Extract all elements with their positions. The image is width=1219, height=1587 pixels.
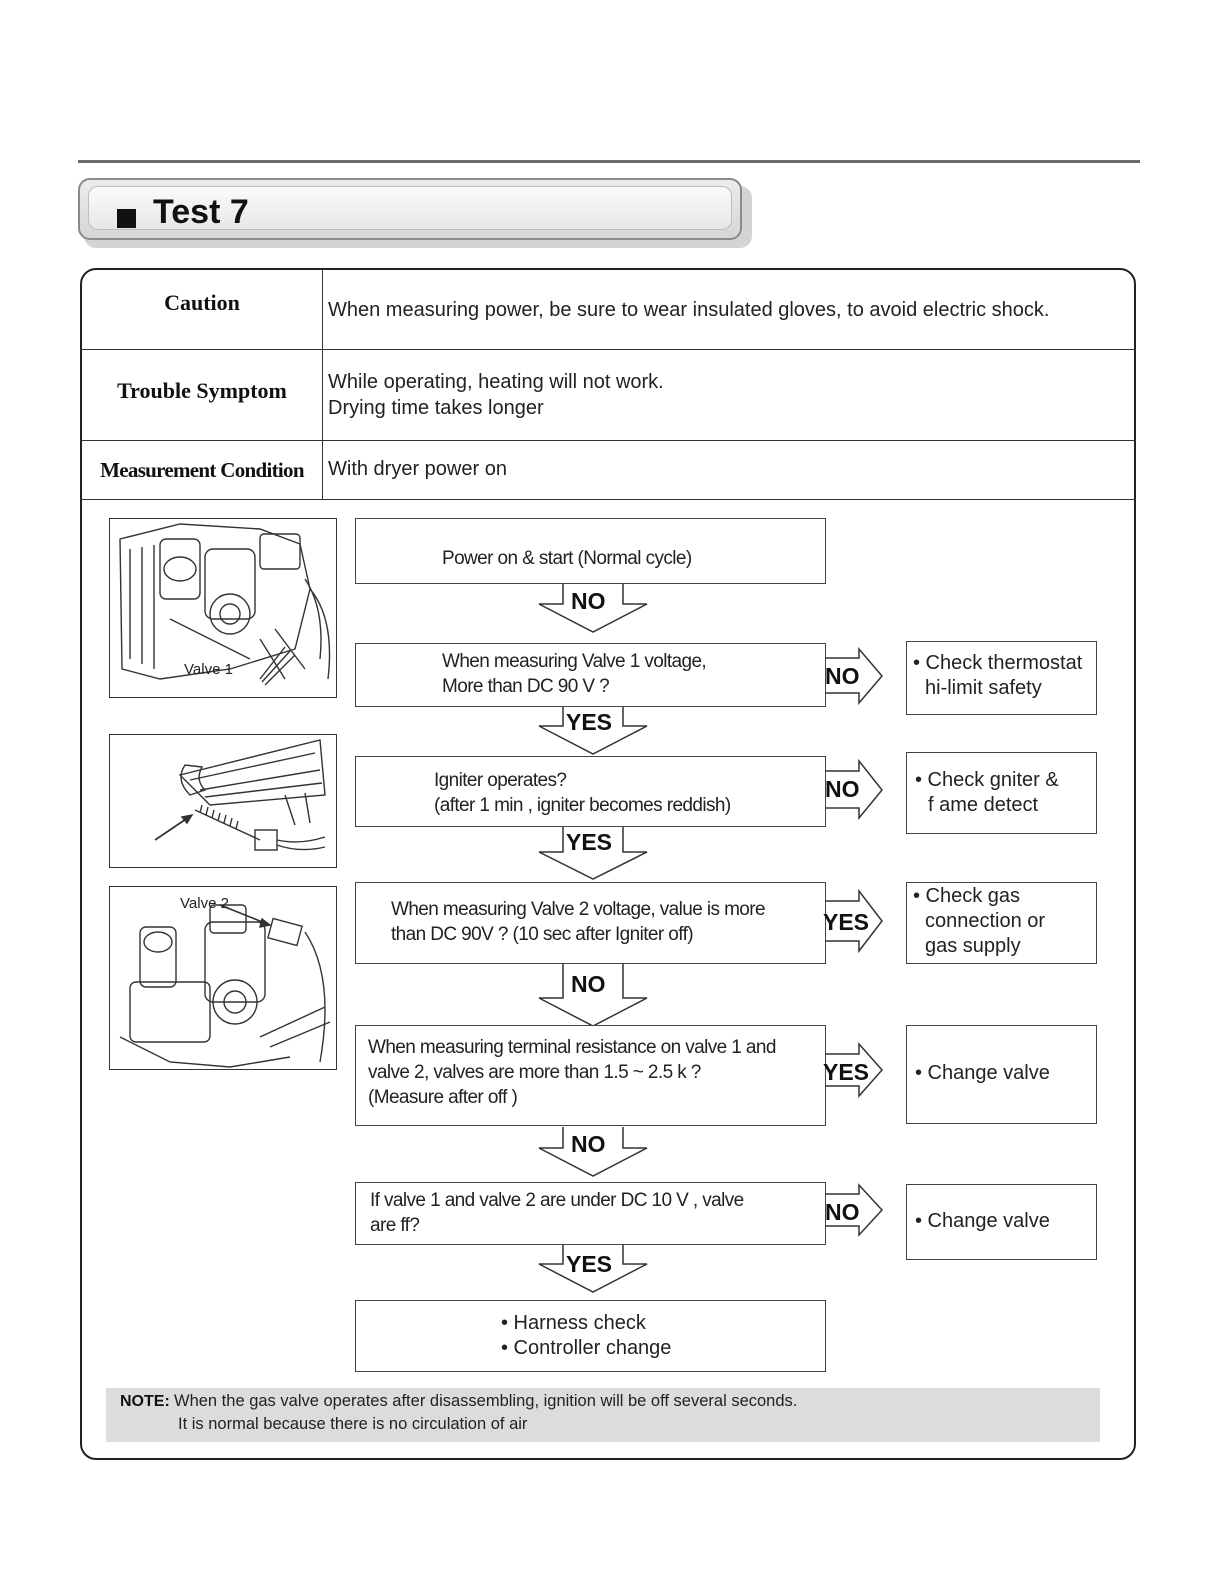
flow-step-terminal-resistance	[355, 1025, 826, 1126]
result-text: gas supply	[925, 935, 1021, 957]
flow-step-text: If valve 1 and valve 2 are under DC 10 V , valve	[370, 1190, 744, 1211]
flow-step-valve-off	[355, 1182, 826, 1245]
result-check-gas	[906, 882, 1097, 964]
caution-label: Caution	[164, 290, 240, 315]
measurement-condition-label: Measurement Condition	[100, 458, 304, 482]
measurement-condition-text: With dryer power on	[328, 458, 507, 480]
arrow-label-yes: YES	[566, 829, 613, 855]
arrow-label-yes: YES	[566, 709, 613, 735]
page-title: Test 7	[153, 193, 249, 231]
result-change-valve	[906, 1025, 1097, 1124]
arrow-label-no: NO	[825, 776, 860, 802]
result-text: • Check gas	[913, 885, 1021, 907]
trouble-symptom-line-2: Drying time takes longer	[328, 397, 544, 419]
result-text: • Check thermostat	[913, 652, 1083, 674]
arrow-label-yes: YES	[823, 909, 870, 935]
flow-step-valve1-voltage	[355, 643, 826, 707]
caution-text: When measuring power, be sure to wear insulated gloves, to avoid electric shock.	[328, 299, 1050, 321]
valve-2-label: Valve 2	[180, 895, 229, 912]
flow-step-final	[355, 1300, 826, 1372]
flow-step-valve2-voltage	[355, 882, 826, 964]
flow-step-text: Power on & start (Normal cycle)	[442, 548, 692, 569]
flow-step-text: When measuring Valve 1 voltage,	[442, 651, 707, 672]
result-text: • Check gniter &	[915, 769, 1059, 791]
note-label: NOTE:	[120, 1393, 170, 1410]
flow-step-text: are ff?	[370, 1215, 420, 1236]
flow-step-text: (Measure after off )	[368, 1087, 518, 1108]
flow-step-igniter	[355, 756, 826, 827]
flow-step-text: (after 1 min , igniter becomes reddish)	[434, 795, 731, 816]
trouble-symptom-line-1: While operating, heating will not work.	[328, 371, 664, 393]
note-line-1: When the gas valve operates after disassembling, ignition will be off several seconds.	[174, 1392, 798, 1410]
result-check-igniter	[906, 752, 1097, 834]
arrow-label-no: NO	[825, 663, 860, 689]
flow-step-text: When measuring terminal resistance on valve 1 and	[368, 1037, 776, 1058]
flow-step-text: Igniter operates?	[434, 770, 567, 791]
valve-1-label: Valve 1	[184, 661, 233, 678]
flow-step-text: When measuring Valve 2 voltage, value is more	[391, 899, 765, 920]
flow-step-text: than DC 90V ? (10 sec after Igniter off)	[391, 924, 693, 945]
trouble-symptom-label: Trouble Symptom	[117, 378, 287, 403]
flow-step-text: • Harness check	[501, 1312, 646, 1334]
result-text: hi-limit safety	[925, 677, 1042, 699]
result-text: • Change valve	[915, 1062, 1050, 1084]
arrow-label-no: NO	[571, 971, 606, 997]
result-text: • Change valve	[915, 1210, 1050, 1232]
result-check-thermostat	[906, 641, 1097, 715]
note-line-2: It is normal because there is no circulation of air	[178, 1415, 528, 1433]
result-text: connection or	[925, 910, 1046, 932]
arrow-label-no: NO	[571, 1131, 606, 1157]
flow-step-text: • Controller change	[501, 1337, 672, 1359]
arrow-label-yes: YES	[566, 1251, 613, 1277]
flow-step-power-on	[355, 518, 826, 584]
arrow-label-no: NO	[825, 1199, 860, 1225]
result-text: f ame detect	[928, 794, 1039, 816]
flow-step-text: valve 2, valves are more than 1.5 ~ 2.5 k ?	[368, 1062, 701, 1083]
flow-step-text: More than DC 90 V ?	[442, 676, 610, 697]
result-change-valve	[906, 1184, 1097, 1260]
arrow-label-yes: YES	[823, 1059, 870, 1085]
arrow-label-no: NO	[571, 588, 606, 614]
